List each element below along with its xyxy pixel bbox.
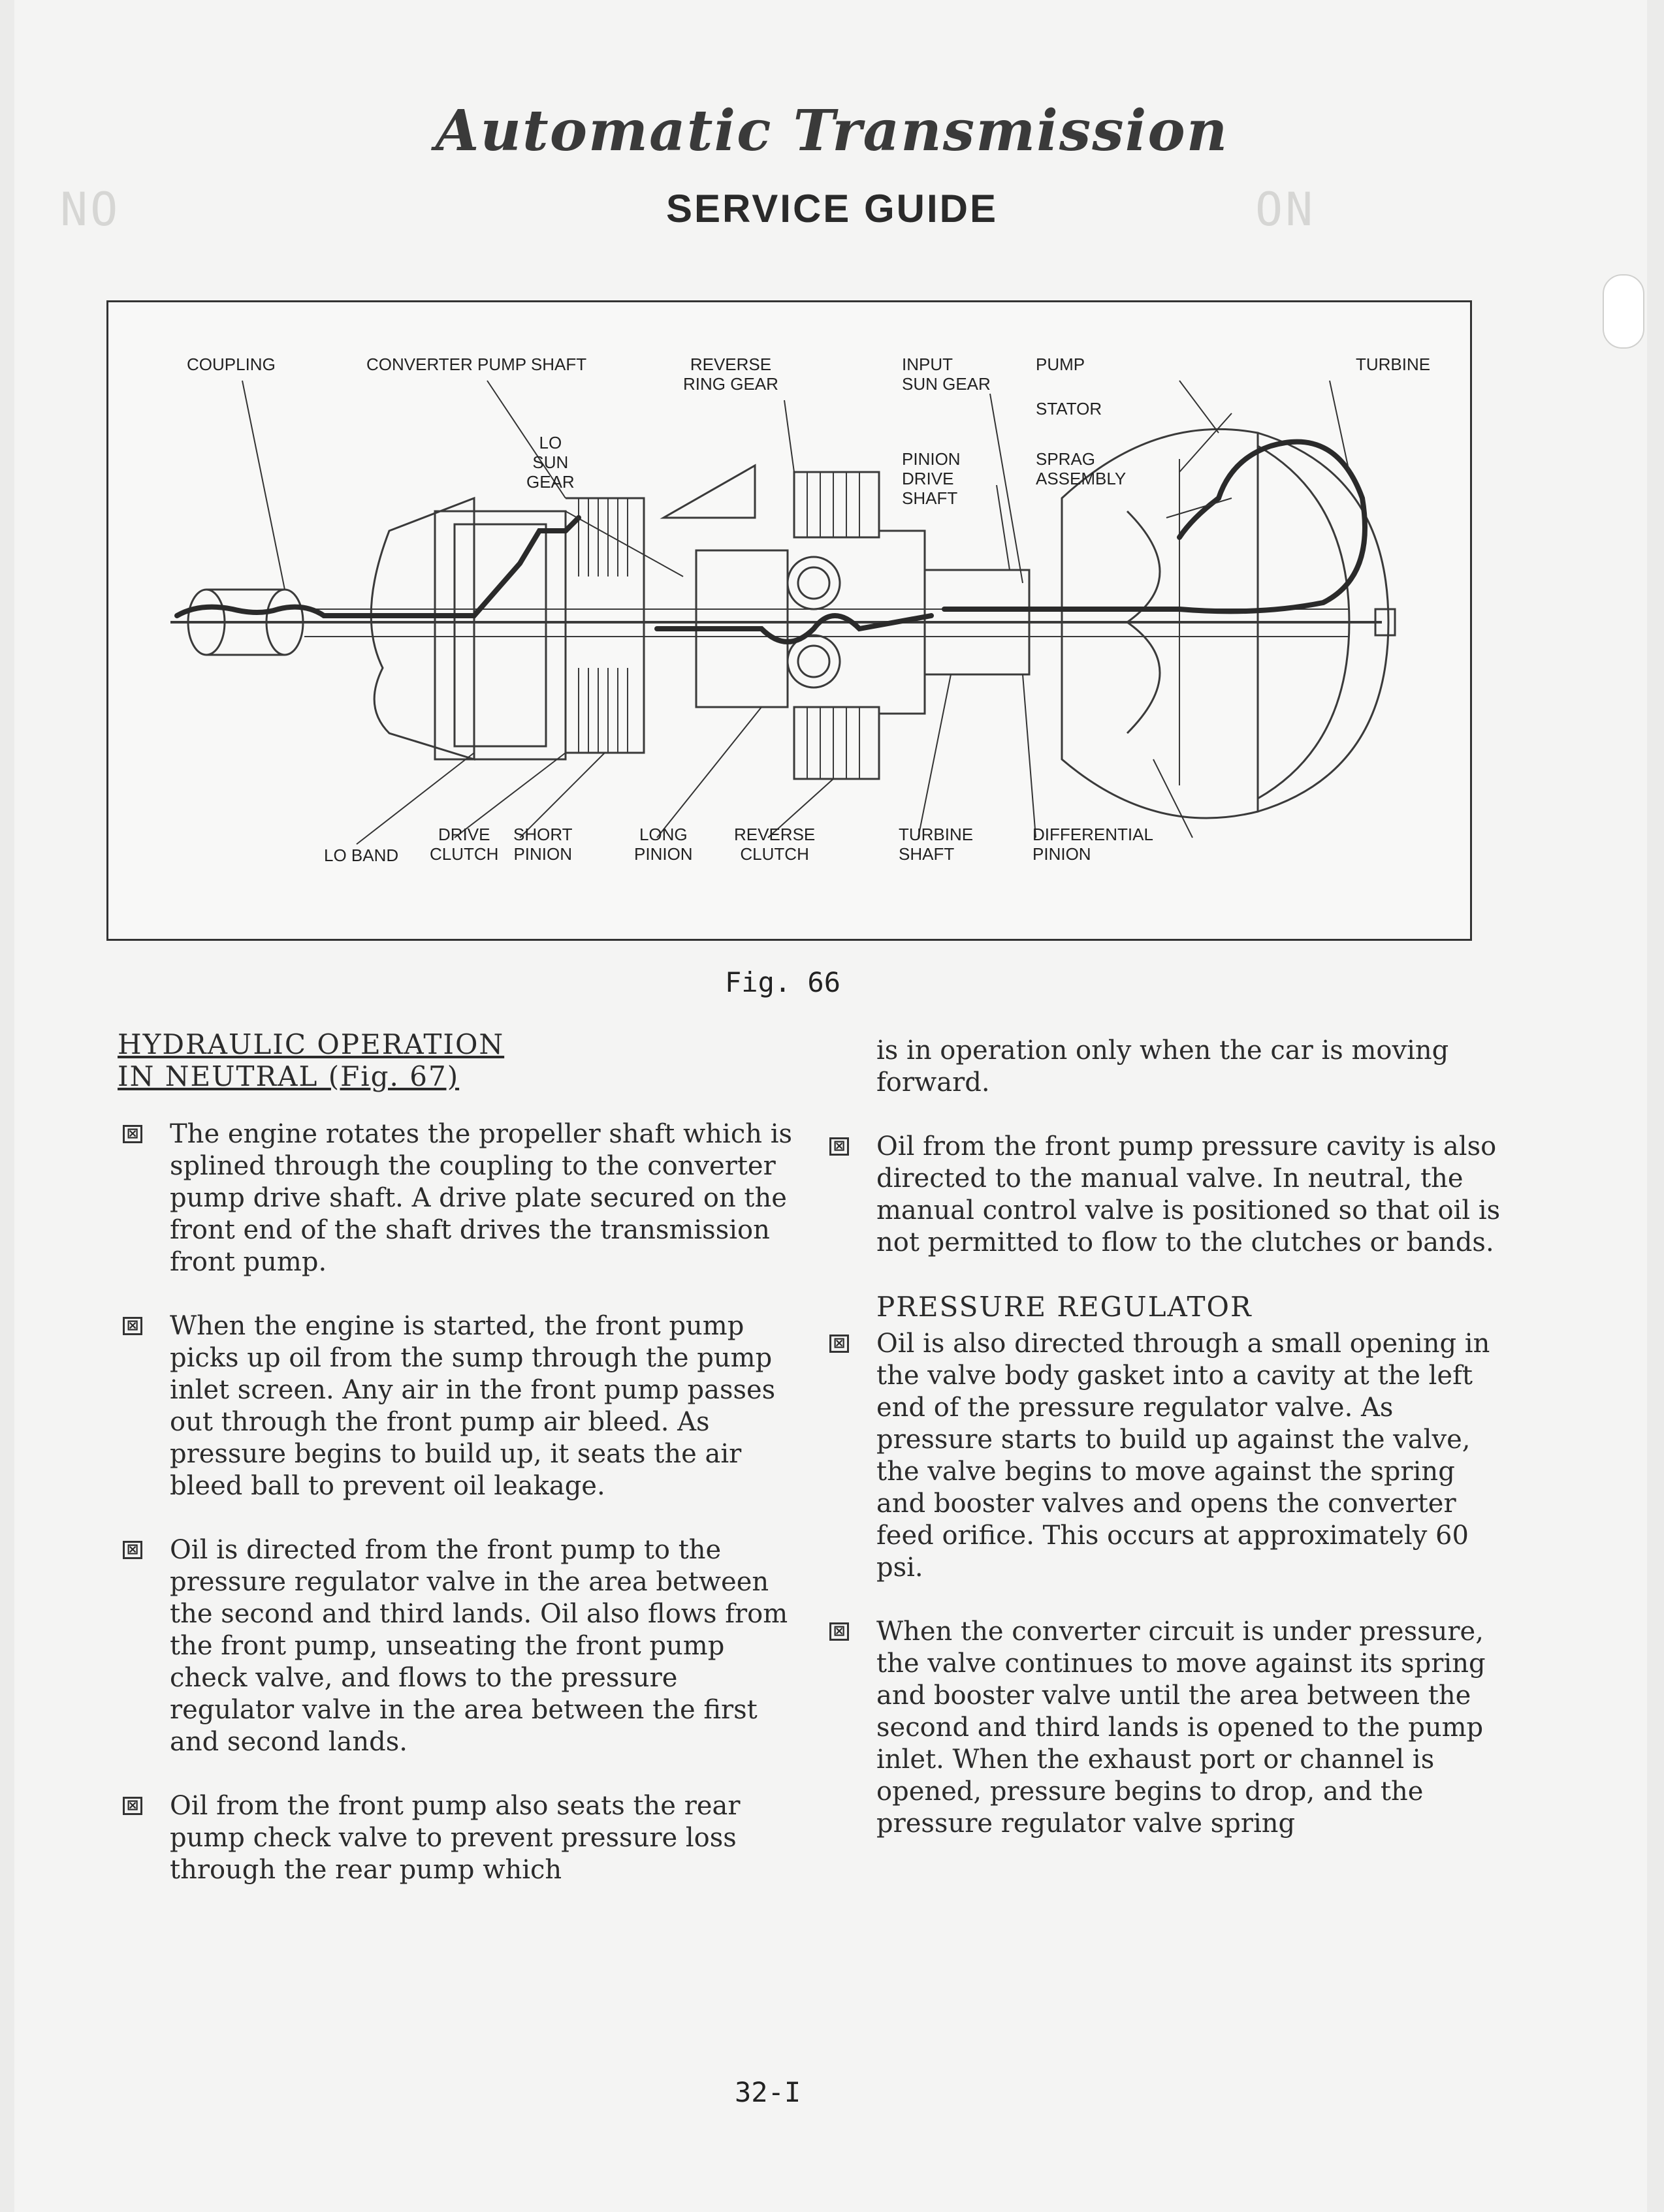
label-pinion-drive-shaft: PINION DRIVE SHAFT — [902, 449, 961, 508]
paragraph-text: When the engine is started, the front pump picks up oil from the sump through the pump inlet screen. Any air in the front pump passes out through the front pump air bleed. As pressure begins to build up, it seats the air bleed ball to prevent oil leakage. — [170, 1311, 776, 1501]
paragraph-text: When the converter circuit is under pressure, the valve continues to move against its spring and booster valve until the area between the second and third lands is opened to the pump inlet. When the exhaust port or channel is opened, pressure begins to drop, and the pressure regulator valve spring — [876, 1617, 1486, 1839]
checkbox-bullet-icon: ⊠ — [123, 1125, 142, 1143]
bleed-through-text: NO — [60, 183, 121, 236]
paragraph-text: The engine rotates the propeller shaft which is splined through the coupling to the converter pump drive shaft. A drive plate secured on the front end of the shaft drives the transmission front pump. — [170, 1119, 793, 1277]
bleed-through-text: ON — [1255, 183, 1316, 236]
label-sprag-assembly: SPRAG ASSEMBLY — [1036, 449, 1127, 488]
paragraph-text: Oil from the front pump also seats the rear pump check valve to prevent pressure loss through the rear pump which — [170, 1791, 741, 1885]
label-converter-pump-shaft: CONVERTER PUMP SHAFT — [366, 355, 587, 374]
document-subtitle: SERVICE GUIDE — [665, 187, 998, 230]
label-lo-sun-gear: LO SUN GEAR — [526, 433, 575, 492]
paragraph — [118, 1118, 797, 1278]
label-turbine-top: TURBINE — [1356, 355, 1431, 374]
paragraph-text: Oil from the front pump pressure cavity is also directed to the manual valve. In neutral, the manual control valve is positioned so that oil is not permitted to flow to the clutches or bands. — [876, 1131, 1501, 1257]
binder-hole — [1603, 274, 1644, 349]
checkbox-bullet-icon: ⊠ — [829, 1622, 849, 1641]
checkbox-bullet-icon: ⊠ — [123, 1317, 142, 1335]
paragraph-text: Oil is also directed through a small opening in the valve body gasket into a cavity at the left end of the pressure regulator valve. As pressure starts to build up against the valve, the valve begins to move against the spring and booster valves and opens the converter feed orifice. This occurs at approximately 60 psi. — [876, 1329, 1490, 1583]
checkbox-bullet-icon: ⊠ — [123, 1797, 142, 1815]
label-lo-band: LO BAND — [324, 845, 399, 865]
label-reverse-ring-gear: REVERSE RING GEAR — [683, 355, 778, 394]
right-column — [824, 1035, 1503, 1872]
page-number: 32-I — [735, 2076, 801, 2108]
paragraph — [824, 1328, 1503, 1584]
section-heading-line2: IN NEUTRAL (Fig. 67) — [118, 1060, 460, 1092]
label-stator: STATOR — [1036, 399, 1102, 419]
paragraph — [118, 1790, 797, 1886]
label-long-pinion: LONG PINION — [634, 825, 693, 864]
left-column — [118, 1028, 797, 1918]
label-reverse-clutch: REVERSE CLUTCH — [734, 825, 816, 864]
paragraph — [824, 1131, 1503, 1259]
label-coupling: COUPLING — [187, 355, 276, 374]
section-heading-line1: HYDRAULIC OPERATION — [118, 1028, 505, 1060]
document-title: Automatic Transmission — [435, 98, 1229, 164]
label-drive-clutch: DRIVE CLUTCH — [430, 825, 499, 864]
paragraph-text: Oil is directed from the front pump to the pressure regulator valve in the area between the second and third lands. Oil also flows from the front pump, unseating the front pump check valve, and flows to the pressure regulator valve in the area between the first and second lands. — [170, 1535, 788, 1757]
checkbox-bullet-icon: ⊠ — [829, 1335, 849, 1353]
paragraph — [824, 1616, 1503, 1840]
continued-text: is in operation only when the car is moving forward. — [876, 1035, 1449, 1098]
label-pump: PUMP — [1036, 355, 1085, 374]
section-heading-pressure-regulator: PRESSURE REGULATOR — [876, 1291, 1253, 1323]
paragraph — [118, 1534, 797, 1758]
label-differential-pinion: DIFFERENTIAL PINION — [1032, 825, 1153, 864]
checkbox-bullet-icon: ⊠ — [829, 1137, 849, 1156]
label-short-pinion: SHORT PINION — [513, 825, 573, 864]
label-turbine-shaft: TURBINE SHAFT — [899, 825, 974, 864]
checkbox-bullet-icon: ⊠ — [123, 1541, 142, 1559]
transmission-diagram — [106, 300, 1472, 941]
paragraph — [118, 1310, 797, 1502]
figure-caption: Fig. 66 — [725, 966, 841, 998]
label-input-sun-gear: INPUT SUN GEAR — [902, 355, 991, 394]
